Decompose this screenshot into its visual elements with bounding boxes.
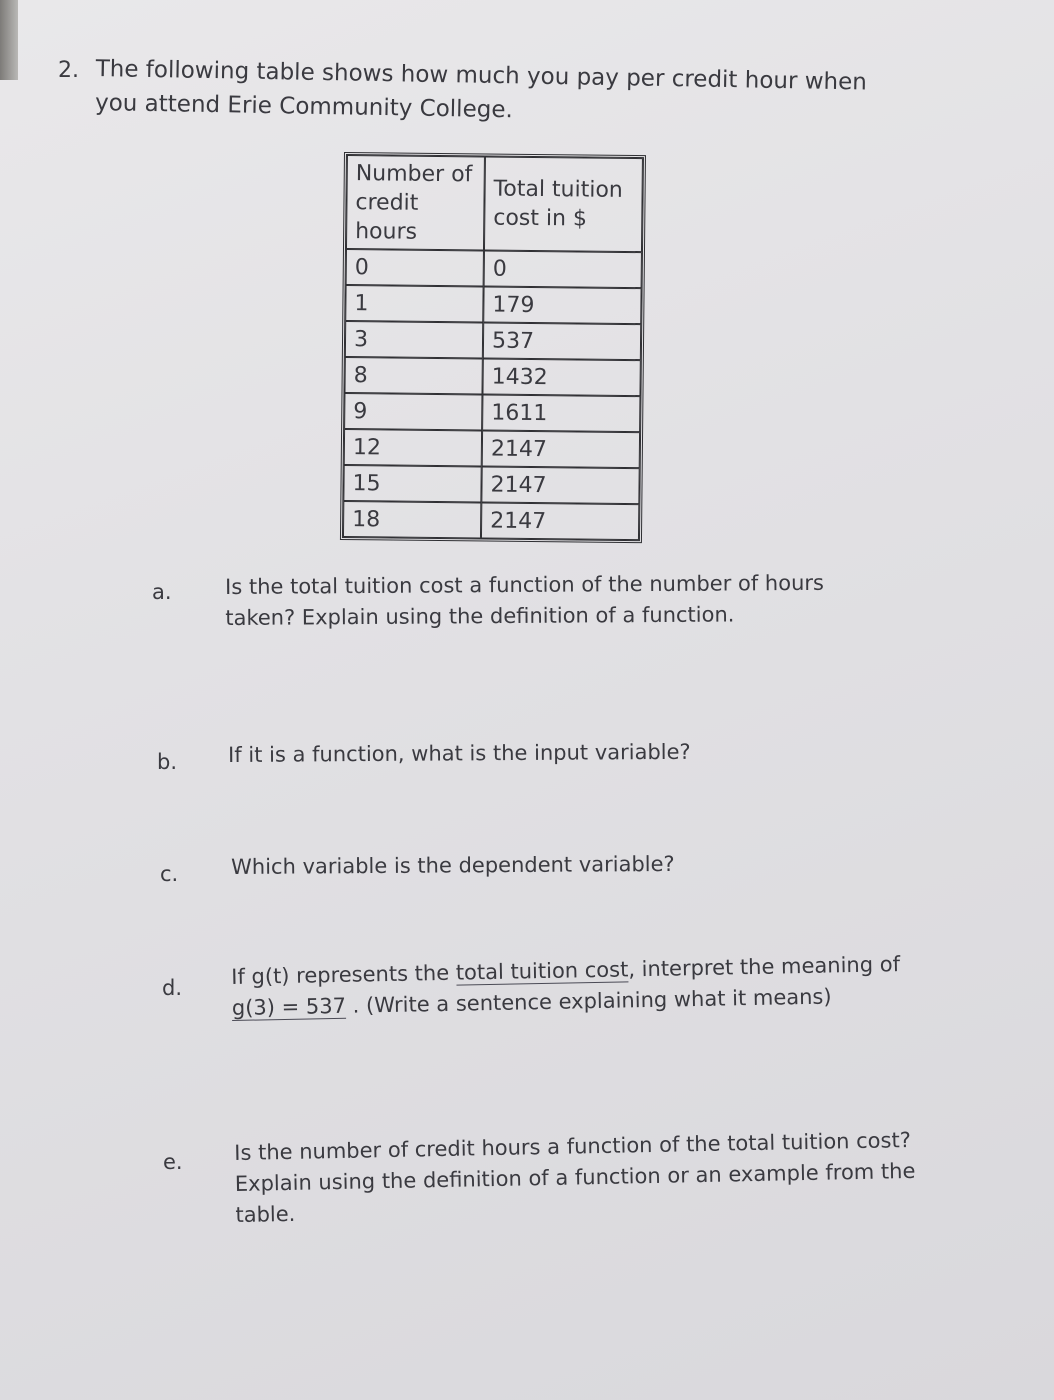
cell-hours: 0 [346,249,484,286]
part-d-text-before: If g(t) represents the [231,960,457,989]
part-c-text: Which variable is the dependent variable? [231,851,675,879]
part-e-text: Is the number of credit hours a function of the total tuition cost? Explain using the definition of a function or an example from the table. [234,1128,916,1227]
cell-hours: 12 [344,429,482,466]
cell-hours: 9 [344,393,482,430]
cell-cost: 2147 [481,466,639,504]
question-text: The following table shows how much you pay per credit hour when you attend Erie Community College. [94,55,868,124]
part-d-text [231,949,912,1024]
cell-hours: 1 [345,285,483,322]
cell-hours: 3 [345,321,483,358]
cell-cost: 179 [483,286,641,324]
part-a-text: Is the total tuition cost a function of the number of hours taken? Explain using the definition of a function. [225,570,825,630]
cell-cost: 0 [484,250,642,288]
table-row [343,501,639,540]
cell-hours: 8 [344,357,482,394]
part-d-expression: g(3) = 537 [231,993,347,1020]
part-d-text-after: . (Write a sentence explaining what it means) [345,984,832,1018]
table-row [344,393,640,432]
part-e-letter: e. [163,1150,183,1174]
cell-cost: 537 [483,322,641,360]
cell-hours: 18 [343,501,481,538]
table-row [344,357,640,396]
question-number: 2. [58,58,79,83]
table-row [345,285,641,324]
cell-cost: 2147 [481,502,639,540]
cell-hours: 15 [343,465,481,502]
table-header-row [346,155,643,252]
part-b-text: If it is a function, what is the input variable? [228,739,691,767]
table-row [345,321,641,360]
page-edge-shadow [0,0,18,80]
table-row [344,429,640,468]
header-credit-hours: Number of credit hours [346,155,485,250]
part-a-letter: a. [152,580,172,604]
table-row [343,465,639,504]
header-tuition-cost: Total tuition cost in $ [484,156,643,252]
cell-cost: 1432 [482,358,640,396]
part-b-letter: b. [157,750,178,774]
part-d-letter: d. [162,976,183,1000]
tuition-table-container [340,152,646,543]
cell-cost: 1611 [482,394,640,432]
tuition-table [340,152,646,543]
table-row [346,249,642,288]
cell-cost: 2147 [482,430,640,468]
part-d-text-middle: , interpret the meaning of [628,952,901,982]
part-d-underlined-phrase: total tuition cost [455,957,629,985]
part-c-letter: c. [160,862,179,886]
